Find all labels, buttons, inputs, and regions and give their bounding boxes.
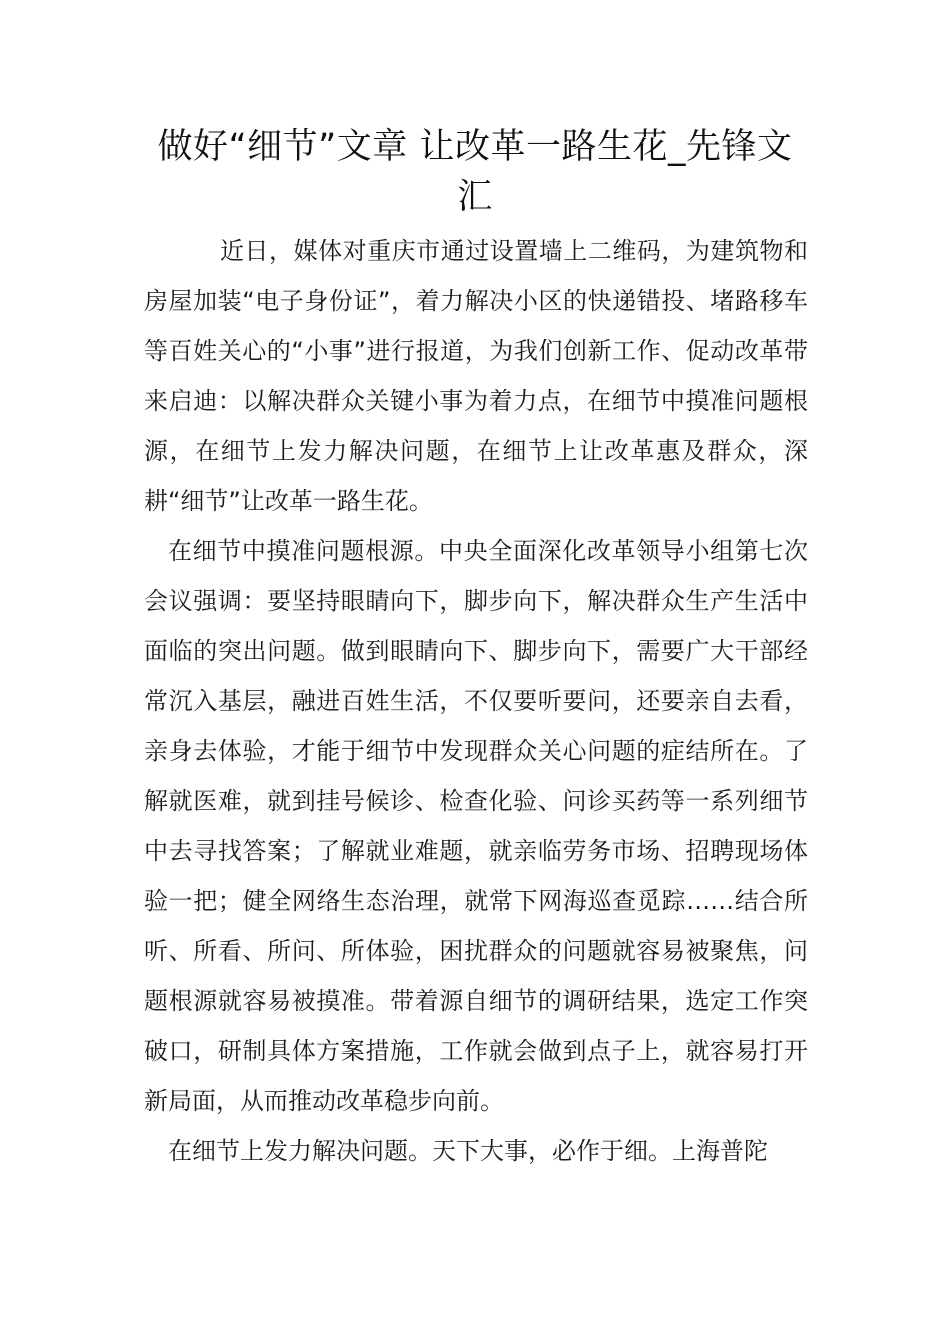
document-title: 做好“细节”文章 让改革一路生花_先锋文汇 <box>157 127 793 217</box>
paragraph-problem-roots: 在细节中摸准问题根源。中央全面深化改革领导小组第七次会议强调：要坚持眼睛向下，脚步向下，解决群众生产生活中面临的突出问题。做到眼睛向下、脚步向下，需要广大干部经常沉入基层，融进百姓生活，不仅要听要问，还要亲自去看，亲身去体验，才能于细节中发现群众关心问题的症结所在。了解就医难，就到挂号候诊、检查化验、问诊买药等一系列细节中去寻找答案；了解就业难题，就亲临劳务市场、招聘现场体验一把；健全网络生态治理，就常下网海巡查觅踪……结合所听、所看、所问、所体验，困扰群众的问题就容易被聚焦，问题根源就容易被摸准。带着源自细节的调研结果，选定工作突破口，研制具体方案措施，工作就会做到点子上，就容易打开新局面，从而推动改革稳步向前。 <box>144 537 808 1115</box>
paragraph-intro: 近日，媒体对重庆市通过设置墙上二维码，为建筑物和房屋加装“电子身份证”，着力解决小区的快递错投、堵路移车等百姓关心的“小事”进行报道，为我们创新工作、促动改革带来启迪：以解决群众关键小事为着力点，在细节中摸准问题根源，在细节上发力解决问题，在细节上让改革惠及群众，深耕“细节”让改革一路生花。 <box>144 237 808 515</box>
document-body <box>144 226 808 1176</box>
paragraph-solve-problems: 在细节上发力解决问题。天下大事，必作于细。上海普陀 <box>168 1137 768 1165</box>
